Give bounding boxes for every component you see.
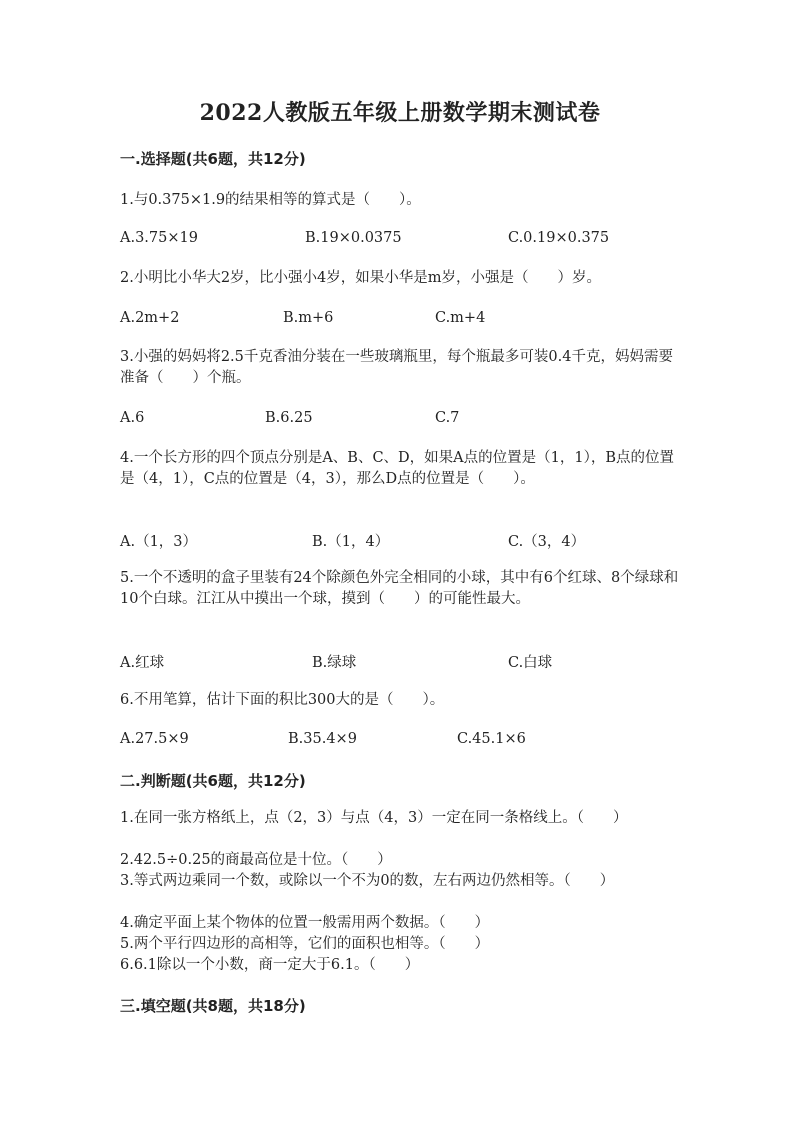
option-5c: C.白球: [508, 655, 553, 671]
option-1b: B.19×0.0375: [305, 230, 402, 246]
question-6: 6.不用笔算，估计下面的积比300大的是（ ）。: [120, 692, 445, 708]
option-3c: C.7: [435, 410, 460, 426]
question-1: 1.与0.375×1.9的结果相等的算式是（ ）。: [120, 192, 421, 208]
option-4a: A.（1，3）: [120, 534, 198, 550]
judge-item-6: 6.6.1除以一个小数，商一定大于6.1。（ ）: [120, 957, 420, 973]
judge-item-5: 5.两个平行四边形的高相等，它们的面积也相等。（ ）: [120, 936, 490, 952]
section-heading-judge: 二.判断题(共6题，共12分): [120, 772, 306, 790]
option-1c: C.0.19×0.375: [508, 230, 610, 246]
question-5: 5.一个不透明的盒子里装有24个除颜色外完全相同的小球，其中有6个红球、8个绿球和10个白球。江江从中摸出一个球，摸到（ ）的可能性最大。: [120, 570, 679, 607]
judge-item-2: 2.42.5÷0.25的商最高位是十位。（ ）: [120, 852, 392, 868]
judge-item-4: 4.确定平面上某个物体的位置一般需用两个数据。（ ）: [120, 915, 490, 931]
judge-item-3: 3.等式两边乘同一个数，或除以一个不为0的数，左右两边仍然相等。（ ）: [120, 873, 615, 889]
option-1a: A.3.75×19: [120, 230, 198, 246]
question-3: 3.小强的妈妈将2.5千克香油分装在一些玻璃瓶里，每个瓶最多可装0.4千克，妈妈需要准备（ ）个瓶。: [120, 349, 673, 386]
section-heading-fill: 三.填空题(共8题，共18分): [120, 997, 306, 1015]
question-4: 4.一个长方形的四个顶点分别是A、B、C、D，如果A点的位置是（1，1），B点的位置是（4，1），C点的位置是（4，3），那么D点的位置是（ ）。: [120, 450, 675, 487]
option-2a: A.2m+2: [120, 310, 180, 326]
option-4b: B.（1，4）: [312, 534, 390, 550]
question-2: 2.小明比小华大2岁，比小强小4岁，如果小华是m岁，小强是（ ）岁。: [120, 270, 602, 286]
option-6a: A.27.5×9: [120, 731, 189, 747]
judge-item-1: 1.在同一张方格纸上，点（2，3）与点（4，3）一定在同一条格线上。（ ）: [120, 810, 628, 826]
option-4c: C.（3，4）: [508, 534, 586, 550]
page-title: 2022人教版五年级上册数学期末测试卷: [199, 100, 601, 126]
option-2b: B.m+6: [283, 310, 334, 326]
option-3b: B.6.25: [265, 410, 313, 426]
option-6b: B.35.4×9: [288, 731, 357, 747]
option-6c: C.45.1×6: [457, 731, 526, 747]
section-heading-choice: 一.选择题(共6题，共12分): [120, 150, 306, 168]
option-3a: A.6: [120, 410, 145, 426]
option-2c: C.m+4: [435, 310, 486, 326]
option-5a: A.红球: [120, 655, 165, 671]
option-5b: B.绿球: [312, 655, 357, 671]
